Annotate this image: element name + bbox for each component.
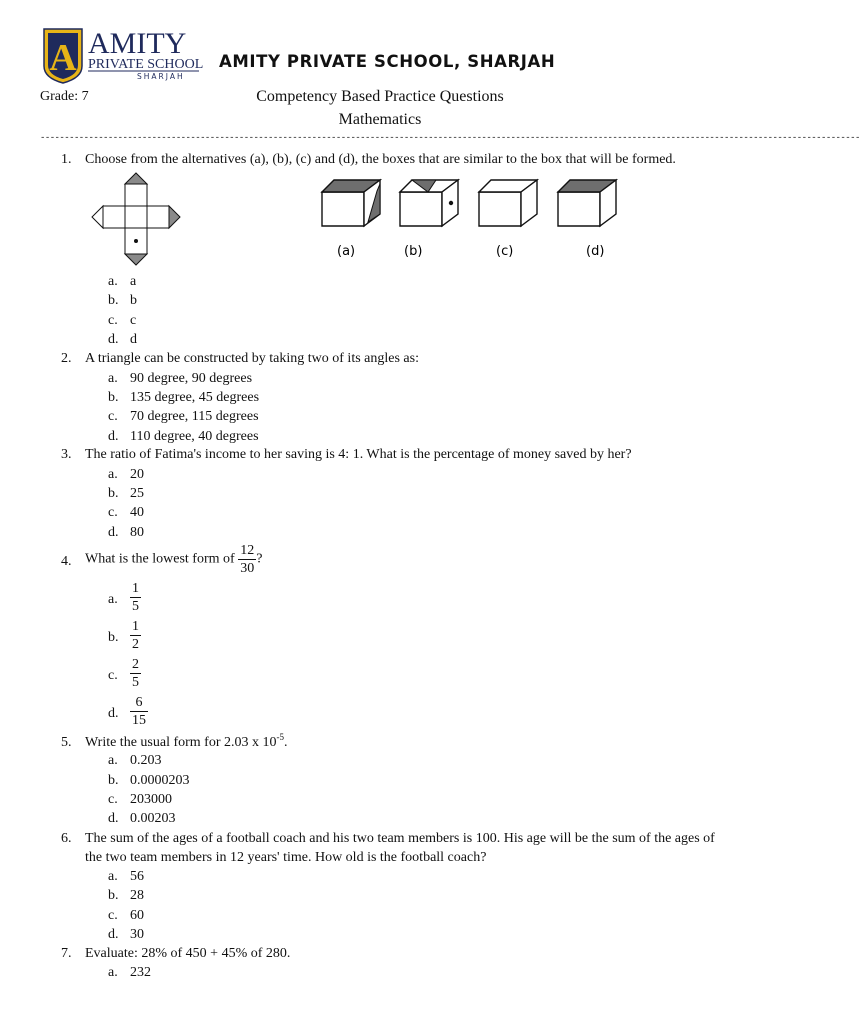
option-value <box>130 581 141 614</box>
option-letter: a. <box>108 869 118 884</box>
option-value: b <box>130 293 137 308</box>
option-letter: b. <box>108 293 119 308</box>
option-letter: a. <box>108 274 118 289</box>
cube-options-figure <box>318 174 628 266</box>
fraction-numerator: 6 <box>130 695 148 712</box>
cube-d <box>558 180 616 226</box>
option-letter: c. <box>108 505 118 520</box>
option-value: 70 degree, 115 degrees <box>130 409 259 424</box>
option-letter: a. <box>108 371 118 386</box>
option-letter: b. <box>108 888 119 903</box>
option-letter: c. <box>108 668 118 683</box>
option-value: d <box>130 332 137 347</box>
fraction-numerator: 1 <box>132 581 139 596</box>
figure-label-d: (d) <box>586 244 605 259</box>
option-letter: d. <box>108 706 119 721</box>
question-text: Evaluate: 28% of 450 + 45% of 280. <box>85 946 291 961</box>
option-value: 30 <box>130 927 144 942</box>
figure-label-c: (c) <box>496 244 514 259</box>
fraction-denominator: 5 <box>132 599 139 614</box>
figure-label-b: (b) <box>404 244 423 259</box>
cube-net-figure <box>88 170 188 270</box>
document-title: Competency Based Practice Questions <box>256 88 504 105</box>
question-text <box>85 543 725 576</box>
option-value: c <box>130 313 137 328</box>
option-letter: d. <box>108 332 119 347</box>
fraction <box>130 657 141 690</box>
option-value: 20 <box>130 467 144 482</box>
question-number: 1. <box>61 152 72 167</box>
option-letter: c. <box>108 409 118 424</box>
option-letter: a. <box>108 592 118 607</box>
subject-title: Mathematics <box>338 111 422 128</box>
option-value: 56 <box>130 869 144 884</box>
question-number: 3. <box>61 447 72 462</box>
option-letter: b. <box>108 390 119 405</box>
option-letter: d. <box>108 927 119 942</box>
option-value: 0.0000203 <box>130 773 190 788</box>
option-letter: b. <box>108 630 119 645</box>
question-number: 2. <box>61 351 72 366</box>
fraction-numerator: 1 <box>132 619 139 634</box>
exponent: -5 <box>276 732 285 742</box>
option-value: 0.00203 <box>130 811 176 826</box>
logo-sub-text: PRIVATE SCHOOL <box>88 57 204 72</box>
option-letter: a. <box>108 753 118 768</box>
question-text: A triangle can be constructed by taking two of its angles as: <box>85 351 419 366</box>
option-value: 203000 <box>130 792 172 807</box>
option-letter: d. <box>108 811 119 826</box>
option-letter: d. <box>108 525 119 540</box>
option-value <box>130 695 148 728</box>
option-value: 232 <box>130 965 151 980</box>
question-number: 6. <box>61 831 72 846</box>
question-text: The ratio of Fatima's income to her saving is 4: 1. What is the percentage of money saved by her? <box>85 447 632 462</box>
grade-label: Grade: 7 <box>40 89 89 104</box>
option-letter: b. <box>108 773 119 788</box>
option-letter: a. <box>108 965 118 980</box>
question-text: Choose from the alternatives (a), (b), (c) and (d), the boxes that are similar to the box that will be formed. <box>85 152 676 167</box>
fraction <box>130 619 141 652</box>
fraction-denominator: 5 <box>132 675 139 690</box>
school-logo <box>42 26 202 84</box>
question-text <box>85 733 725 752</box>
question-text-before: Write the usual form for 2.03 x 10 <box>85 735 277 750</box>
option-letter: c. <box>108 792 118 807</box>
fraction <box>130 695 148 728</box>
question-number: 4. <box>61 554 72 569</box>
option-value: a <box>130 274 137 289</box>
fraction-denominator: 15 <box>132 713 146 728</box>
question-text-before: What is the lowest form of <box>85 551 239 567</box>
question-text: The sum of the ages of a football coach and his two team members is 100. His age will be the sum of the ages of the two team members in 12 years' time. How old is the football coach? <box>85 831 715 865</box>
option-value: 28 <box>130 888 144 903</box>
option-value <box>130 657 141 690</box>
figure-label-a: (a) <box>337 244 356 259</box>
fraction-denominator: 2 <box>132 637 139 652</box>
option-value: 135 degree, 45 degrees <box>130 390 260 405</box>
dashed-divider: ------------------------------------------------------------------------------------------------------------------------------------------------------------------------- <box>40 133 860 143</box>
option-value: 60 <box>130 908 144 923</box>
option-value: 40 <box>130 505 144 520</box>
option-value <box>130 619 141 652</box>
fraction-numerator: 12 <box>240 543 255 558</box>
option-value: 90 degree, 90 degrees <box>130 371 253 386</box>
option-letter: d. <box>108 429 119 444</box>
cube-a <box>322 180 380 226</box>
cube-b <box>400 180 458 226</box>
school-name: AMITY PRIVATE SCHOOL, SHARJAH <box>219 52 556 71</box>
fraction-denominator: 30 <box>240 561 255 576</box>
logo-name-text: AMITY <box>88 27 187 60</box>
option-value: 110 degree, 40 degrees <box>130 429 259 444</box>
option-letter: b. <box>108 486 119 501</box>
question-number: 7. <box>61 946 72 961</box>
question-number: 5. <box>61 735 72 750</box>
option-value: 25 <box>130 486 144 501</box>
cube-c <box>479 180 537 226</box>
option-letter: a. <box>108 467 118 482</box>
question-text-after: . <box>284 735 288 750</box>
option-letter: c. <box>108 908 118 923</box>
option-letter: c. <box>108 313 118 328</box>
fraction <box>238 543 256 576</box>
question-text-after: ? <box>256 551 263 567</box>
svg-text:A: A <box>49 37 77 79</box>
option-value: 80 <box>130 525 144 540</box>
logo-city-text: SHARJAH <box>137 72 185 81</box>
fraction-numerator: 2 <box>132 657 139 672</box>
option-value: 0.203 <box>130 753 162 768</box>
fraction <box>130 581 141 614</box>
